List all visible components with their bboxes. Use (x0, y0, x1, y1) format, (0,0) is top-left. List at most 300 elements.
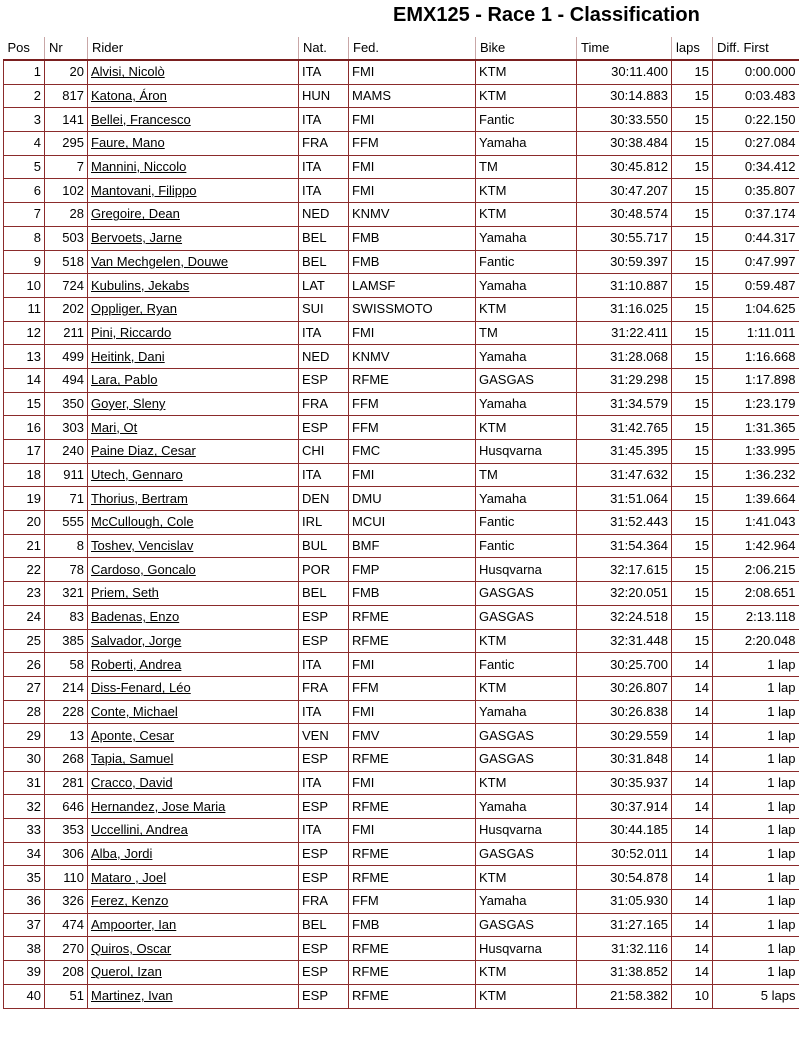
pos-cell: 21 (4, 534, 45, 558)
bike-cell: Yamaha (476, 132, 577, 156)
pos-cell: 6 (4, 179, 45, 203)
table-row (4, 179, 799, 203)
rider-link[interactable]: Cracco, David (91, 774, 173, 790)
nat-cell: ESP (299, 795, 349, 819)
rider-link[interactable]: Hernandez, Jose Maria (91, 798, 226, 814)
time-cell: 30:47.207 (577, 179, 672, 203)
nr-cell: 20 (45, 60, 88, 84)
nat-cell: ITA (299, 321, 349, 345)
rider-link[interactable]: Priem, Seth (91, 585, 159, 601)
nat-cell: ITA (299, 819, 349, 843)
time-cell: 30:59.397 (577, 250, 672, 274)
rider-cell (88, 747, 299, 771)
pos-cell: 4 (4, 132, 45, 156)
rider-link[interactable]: Mataro , Joel (91, 869, 167, 885)
rider-link[interactable]: Goyer, Sleny (91, 395, 166, 411)
nr-cell: 58 (45, 653, 88, 677)
rider-link[interactable]: Thorius, Bertram (91, 490, 188, 506)
rider-link[interactable]: Martinez, Ivan (91, 988, 173, 1004)
rider-cell (88, 60, 299, 84)
laps-cell: 15 (672, 440, 713, 464)
table-row (4, 890, 799, 914)
rider-link[interactable]: Mantovani, Filippo (91, 182, 197, 198)
time-cell: 31:16.025 (577, 297, 672, 321)
laps-cell: 15 (672, 392, 713, 416)
laps-cell: 15 (672, 368, 713, 392)
table-row (4, 392, 799, 416)
nat-cell: ITA (299, 179, 349, 203)
table-row (4, 961, 799, 985)
nr-cell: 228 (45, 700, 88, 724)
rider-link[interactable]: Gregoire, Dean (91, 206, 180, 222)
time-cell: 30:48.574 (577, 203, 672, 227)
rider-cell (88, 416, 299, 440)
time-cell: 32:17.615 (577, 558, 672, 582)
table-row (4, 108, 799, 132)
laps-cell: 14 (672, 842, 713, 866)
time-cell: 31:45.395 (577, 440, 672, 464)
laps-cell: 15 (672, 274, 713, 298)
nat-cell: FRA (299, 392, 349, 416)
time-cell: 31:38.852 (577, 961, 672, 985)
nat-cell: SUI (299, 297, 349, 321)
fed-cell: FMI (349, 155, 476, 179)
laps-cell: 15 (672, 155, 713, 179)
bike-cell: TM (476, 463, 577, 487)
rider-cell (88, 653, 299, 677)
pos-cell: 33 (4, 819, 45, 843)
rider-link[interactable]: Cardoso, Goncalo (91, 561, 196, 577)
table-row (4, 629, 799, 653)
rider-cell (88, 866, 299, 890)
rider-cell (88, 203, 299, 227)
rider-cell (88, 321, 299, 345)
time-cell: 31:47.632 (577, 463, 672, 487)
diff-cell: 0:44.317 (713, 226, 799, 250)
rider-link[interactable]: Salvador, Jorge (91, 632, 182, 648)
nat-cell: LAT (299, 274, 349, 298)
bike-cell: Fantic (476, 653, 577, 677)
table-row (4, 274, 799, 298)
fed-cell: KNMV (349, 345, 476, 369)
bike-cell: KTM (476, 629, 577, 653)
time-cell: 30:29.559 (577, 724, 672, 748)
nr-cell: 71 (45, 487, 88, 511)
table-row (4, 368, 799, 392)
table-row (4, 866, 799, 890)
nat-cell: FRA (299, 132, 349, 156)
rider-link[interactable]: Utech, Gennaro (91, 467, 183, 483)
nat-cell: ITA (299, 155, 349, 179)
nr-cell: 724 (45, 274, 88, 298)
table-row (4, 321, 799, 345)
fed-cell: RFME (349, 368, 476, 392)
laps-cell: 15 (672, 132, 713, 156)
nr-cell: 555 (45, 511, 88, 535)
header-nat: Nat. (299, 37, 349, 60)
table-row (4, 984, 799, 1008)
nat-cell: NED (299, 345, 349, 369)
diff-cell: 1 lap (713, 771, 799, 795)
diff-cell: 1:41.043 (713, 511, 799, 535)
nr-cell: 518 (45, 250, 88, 274)
nat-cell: ESP (299, 629, 349, 653)
rider-cell (88, 487, 299, 511)
rider-cell (88, 984, 299, 1008)
rider-cell (88, 463, 299, 487)
fed-cell: MAMS (349, 84, 476, 108)
rider-link[interactable]: Aponte, Cesar (91, 727, 175, 743)
diff-cell: 5 laps (713, 984, 799, 1008)
time-cell: 31:22.411 (577, 321, 672, 345)
header-time: Time (577, 37, 672, 60)
table-row (4, 747, 799, 771)
rider-link[interactable]: Diss-Fenard, Léo (91, 680, 191, 696)
table-row (4, 676, 799, 700)
bike-cell: Husqvarna (476, 937, 577, 961)
bike-cell: Yamaha (476, 890, 577, 914)
nat-cell: CHI (299, 440, 349, 464)
nr-cell: 306 (45, 842, 88, 866)
fed-cell: FMI (349, 179, 476, 203)
pos-cell: 23 (4, 582, 45, 606)
nat-cell: ITA (299, 60, 349, 84)
diff-cell: 2:13.118 (713, 605, 799, 629)
nr-cell: 78 (45, 558, 88, 582)
fed-cell: FMV (349, 724, 476, 748)
nr-cell: 28 (45, 203, 88, 227)
laps-cell: 14 (672, 937, 713, 961)
time-cell: 30:11.400 (577, 60, 672, 84)
rider-cell (88, 132, 299, 156)
nat-cell: FRA (299, 890, 349, 914)
bike-cell: KTM (476, 866, 577, 890)
fed-cell: FMB (349, 913, 476, 937)
table-row (4, 605, 799, 629)
rider-cell (88, 534, 299, 558)
nat-cell: ESP (299, 368, 349, 392)
fed-cell: RFME (349, 984, 476, 1008)
pos-cell: 20 (4, 511, 45, 535)
fed-cell: FMI (349, 60, 476, 84)
pos-cell: 26 (4, 653, 45, 677)
nat-cell: ITA (299, 653, 349, 677)
time-cell: 30:44.185 (577, 819, 672, 843)
rider-link[interactable]: Mannini, Niccolo (91, 159, 187, 175)
nr-cell: 83 (45, 605, 88, 629)
rider-link[interactable]: Toshev, Vencislav (91, 538, 194, 554)
time-cell: 32:20.051 (577, 582, 672, 606)
bike-cell: Husqvarna (476, 558, 577, 582)
table-row (4, 297, 799, 321)
rider-link[interactable]: Kubulins, Jekabs (91, 277, 190, 293)
fed-cell: MCUI (349, 511, 476, 535)
time-cell: 32:31.448 (577, 629, 672, 653)
nr-cell: 214 (45, 676, 88, 700)
diff-cell: 1:39.664 (713, 487, 799, 511)
fed-cell: DMU (349, 487, 476, 511)
pos-cell: 31 (4, 771, 45, 795)
rider-link[interactable]: Van Mechgelen, Douwe (91, 253, 229, 269)
time-cell: 21:58.382 (577, 984, 672, 1008)
diff-cell: 0:03.483 (713, 84, 799, 108)
laps-cell: 15 (672, 345, 713, 369)
pos-cell: 32 (4, 795, 45, 819)
laps-cell: 14 (672, 890, 713, 914)
laps-cell: 15 (672, 558, 713, 582)
table-row (4, 345, 799, 369)
rider-cell (88, 558, 299, 582)
fed-cell: FFM (349, 392, 476, 416)
nr-cell: 817 (45, 84, 88, 108)
time-cell: 31:29.298 (577, 368, 672, 392)
bike-cell: GASGAS (476, 368, 577, 392)
nr-cell: 353 (45, 819, 88, 843)
nr-cell: 303 (45, 416, 88, 440)
rider-link[interactable]: Ampoorter, Ian (91, 917, 177, 933)
table-row (4, 511, 799, 535)
header-row (4, 37, 799, 60)
bike-cell: KTM (476, 84, 577, 108)
pos-cell: 10 (4, 274, 45, 298)
pos-cell: 16 (4, 416, 45, 440)
fed-cell: FMI (349, 653, 476, 677)
pos-cell: 7 (4, 203, 45, 227)
fed-cell: FMI (349, 700, 476, 724)
rider-link[interactable]: Oppliger, Ryan (91, 301, 177, 317)
fed-cell: FMI (349, 108, 476, 132)
nr-cell: 268 (45, 747, 88, 771)
fed-cell: RFME (349, 605, 476, 629)
pos-cell: 12 (4, 321, 45, 345)
rider-cell (88, 724, 299, 748)
nat-cell: ESP (299, 747, 349, 771)
rider-cell (88, 795, 299, 819)
laps-cell: 15 (672, 487, 713, 511)
rider-cell (88, 937, 299, 961)
nat-cell: ESP (299, 605, 349, 629)
nr-cell: 7 (45, 155, 88, 179)
diff-cell: 1 lap (713, 937, 799, 961)
pos-cell: 2 (4, 84, 45, 108)
pos-cell: 17 (4, 440, 45, 464)
fed-cell: FMI (349, 771, 476, 795)
rider-link[interactable]: Alba, Jordi (91, 846, 153, 862)
time-cell: 30:33.550 (577, 108, 672, 132)
rider-link[interactable]: Alvisi, Nicolò (91, 64, 165, 80)
fed-cell: FFM (349, 416, 476, 440)
table-row (4, 250, 799, 274)
laps-cell: 15 (672, 60, 713, 84)
rider-link[interactable]: Katona, Áron (91, 88, 167, 104)
diff-cell: 0:37.174 (713, 203, 799, 227)
nat-cell: BEL (299, 226, 349, 250)
fed-cell: RFME (349, 937, 476, 961)
laps-cell: 15 (672, 629, 713, 653)
rider-link[interactable]: Ferez, Kenzo (91, 893, 169, 909)
nat-cell: ESP (299, 961, 349, 985)
diff-cell: 0:27.084 (713, 132, 799, 156)
rider-link[interactable]: Bellei, Francesco (91, 111, 191, 127)
pos-cell: 18 (4, 463, 45, 487)
rider-cell (88, 890, 299, 914)
classification-table (3, 37, 799, 1009)
rider-cell (88, 155, 299, 179)
time-cell: 31:34.579 (577, 392, 672, 416)
page-title: EMX125 - Race 1 - Classification (393, 4, 700, 26)
rider-cell (88, 108, 299, 132)
rider-link[interactable]: Roberti, Andrea (91, 656, 182, 672)
time-cell: 31:28.068 (577, 345, 672, 369)
laps-cell: 14 (672, 771, 713, 795)
table-body (4, 60, 799, 1008)
diff-cell: 1 lap (713, 747, 799, 771)
nat-cell: POR (299, 558, 349, 582)
time-cell: 30:37.914 (577, 795, 672, 819)
nr-cell: 208 (45, 961, 88, 985)
bike-cell: GASGAS (476, 747, 577, 771)
laps-cell: 15 (672, 321, 713, 345)
fed-cell: RFME (349, 961, 476, 985)
table-row (4, 771, 799, 795)
table-row (4, 653, 799, 677)
time-cell: 31:10.887 (577, 274, 672, 298)
table-row (4, 558, 799, 582)
header-fed: Fed. (349, 37, 476, 60)
fed-cell: FMI (349, 463, 476, 487)
rider-link[interactable]: Heitink, Dani (91, 348, 165, 364)
time-cell: 30:38.484 (577, 132, 672, 156)
rider-link[interactable]: Conte, Michael (91, 703, 178, 719)
header-rider: Rider (88, 37, 299, 60)
table-row (4, 819, 799, 843)
diff-cell: 0:59.487 (713, 274, 799, 298)
rider-cell (88, 84, 299, 108)
rider-cell (88, 913, 299, 937)
nat-cell: NED (299, 203, 349, 227)
header-bike: Bike (476, 37, 577, 60)
table-row (4, 795, 799, 819)
time-cell: 30:25.700 (577, 653, 672, 677)
rider-cell (88, 961, 299, 985)
laps-cell: 15 (672, 250, 713, 274)
pos-cell: 8 (4, 226, 45, 250)
table-row (4, 582, 799, 606)
time-cell: 31:32.116 (577, 937, 672, 961)
table-row (4, 463, 799, 487)
pos-cell: 35 (4, 866, 45, 890)
nat-cell: ITA (299, 108, 349, 132)
rider-link[interactable]: Paine Diaz, Cesar (91, 443, 196, 459)
rider-link[interactable]: Pini, Riccardo (91, 324, 172, 340)
fed-cell: FMI (349, 819, 476, 843)
nat-cell: IRL (299, 511, 349, 535)
nat-cell: BEL (299, 582, 349, 606)
nr-cell: 494 (45, 368, 88, 392)
nr-cell: 295 (45, 132, 88, 156)
pos-cell: 27 (4, 676, 45, 700)
fed-cell: RFME (349, 795, 476, 819)
nat-cell: HUN (299, 84, 349, 108)
diff-cell: 1:23.179 (713, 392, 799, 416)
laps-cell: 15 (672, 605, 713, 629)
rider-cell (88, 345, 299, 369)
nat-cell: ESP (299, 416, 349, 440)
rider-link[interactable]: Querol, Izan (91, 964, 162, 980)
rider-link[interactable]: Tapia, Samuel (91, 751, 174, 767)
nat-cell: ITA (299, 463, 349, 487)
pos-cell: 36 (4, 890, 45, 914)
rider-cell (88, 605, 299, 629)
bike-cell: KTM (476, 297, 577, 321)
laps-cell: 15 (672, 108, 713, 132)
time-cell: 30:14.883 (577, 84, 672, 108)
laps-cell: 15 (672, 226, 713, 250)
nat-cell: DEN (299, 487, 349, 511)
diff-cell: 1 lap (713, 819, 799, 843)
time-cell: 31:51.064 (577, 487, 672, 511)
rider-link[interactable]: Quiros, Oscar (91, 940, 172, 956)
rider-link[interactable]: Bervoets, Jarne (91, 230, 183, 246)
time-cell: 31:27.165 (577, 913, 672, 937)
pos-cell: 40 (4, 984, 45, 1008)
nat-cell: BEL (299, 250, 349, 274)
laps-cell: 15 (672, 297, 713, 321)
bike-cell: Fantic (476, 511, 577, 535)
rider-link[interactable]: Badenas, Enzo (91, 609, 180, 625)
table-row (4, 842, 799, 866)
rider-link[interactable]: Uccellini, Andrea (91, 822, 188, 838)
pos-cell: 25 (4, 629, 45, 653)
fed-cell: LAMSF (349, 274, 476, 298)
nr-cell: 646 (45, 795, 88, 819)
bike-cell: TM (476, 321, 577, 345)
diff-cell: 1:04.625 (713, 297, 799, 321)
pos-cell: 30 (4, 747, 45, 771)
rider-link[interactable]: Faure, Mano (91, 135, 165, 151)
bike-cell: GASGAS (476, 913, 577, 937)
table-row (4, 724, 799, 748)
table-row (4, 534, 799, 558)
pos-cell: 28 (4, 700, 45, 724)
pos-cell: 15 (4, 392, 45, 416)
rider-cell (88, 842, 299, 866)
pos-cell: 13 (4, 345, 45, 369)
rider-cell (88, 819, 299, 843)
nr-cell: 270 (45, 937, 88, 961)
rider-link[interactable]: McCullough, Cole (91, 514, 194, 530)
nat-cell: FRA (299, 676, 349, 700)
bike-cell: Fantic (476, 534, 577, 558)
nr-cell: 321 (45, 582, 88, 606)
diff-cell: 1:17.898 (713, 368, 799, 392)
pos-cell: 37 (4, 913, 45, 937)
diff-cell: 0:47.997 (713, 250, 799, 274)
time-cell: 30:54.878 (577, 866, 672, 890)
diff-cell: 2:06.215 (713, 558, 799, 582)
pos-cell: 9 (4, 250, 45, 274)
rider-cell (88, 700, 299, 724)
rider-cell (88, 226, 299, 250)
fed-cell: FMC (349, 440, 476, 464)
rider-link[interactable]: Lara, Pablo (91, 372, 158, 388)
laps-cell: 15 (672, 179, 713, 203)
fed-cell: RFME (349, 842, 476, 866)
time-cell: 30:55.717 (577, 226, 672, 250)
rider-link[interactable]: Mari, Ot (91, 419, 138, 435)
table-row (4, 487, 799, 511)
laps-cell: 15 (672, 582, 713, 606)
